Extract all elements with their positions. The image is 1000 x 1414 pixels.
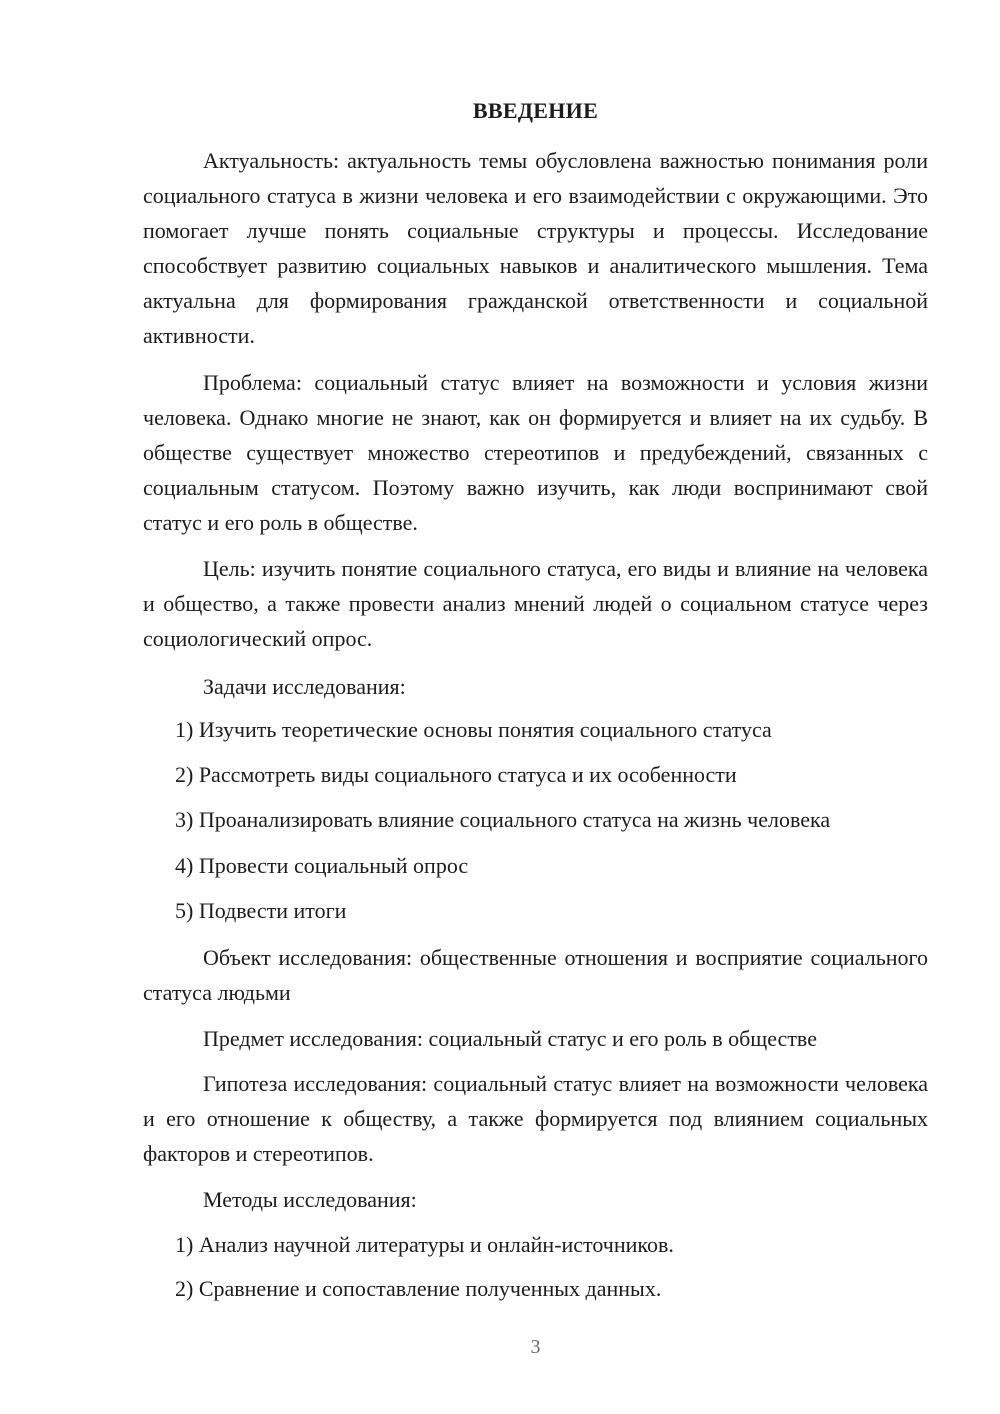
- section-title: ВВЕДЕНИЕ: [472, 98, 599, 123]
- paragraph-problem: Проблема: социальный статус влияет на возможности и условия жизни человека. Однако многие не знают, как он формируется и влияет на их судьбу. В обществе существует множество стереотипов и предубеждений, связанных с социальным статусом. Поэтому важно изучить, как люди воспринимают свой статус и его роль в обществе.: [143, 370, 928, 535]
- method-item-1: 1) Анализ научной литературы и онлайн-источников.: [175, 1232, 674, 1257]
- paragraph-hypothesis: Гипотеза исследования: социальный статус влияет на возможности человека и его отношение к обществу, а также формируется под влиянием социальных факторов и стереотипов.: [143, 1071, 928, 1166]
- paragraph-goal: Цель: изучить понятие социального статуса, его виды и влияние на человека и общество, а также провести анализ мнений людей о социальном статусе через социологический опрос.: [143, 556, 928, 651]
- methods-heading: Методы исследования:: [203, 1187, 417, 1212]
- page-number: 3: [530, 1336, 541, 1358]
- task-item-3: 3) Проанализировать влияние социального статуса на жизнь человека: [175, 807, 831, 832]
- paragraph-subject: Предмет исследования: социальный статус и его роль в обществе: [203, 1026, 817, 1051]
- task-item-1: 1) Изучить теоретические основы понятия социального статуса: [175, 717, 772, 742]
- task-item-2: 2) Рассмотреть виды социального статуса и их особенности: [175, 762, 737, 787]
- tasks-heading: Задачи исследования:: [203, 674, 406, 699]
- document-page: [143, 0, 928, 1414]
- task-item-5: 5) Подвести итоги: [175, 898, 347, 923]
- method-item-2: 2) Сравнение и сопоставление полученных данных.: [175, 1276, 662, 1301]
- task-item-4: 4) Провести социальный опрос: [175, 853, 469, 878]
- paragraph-object: Объект исследования: общественные отношения и восприятие социального статуса людьми: [143, 945, 928, 1005]
- paragraph-relevance: Актуальность: актуальность темы обусловлена важностью понимания роли социального статуса в жизни человека и его взаимодействии с окружающими. Это помогает лучше понять социальные структуры и процессы. Исследование способствует развитию социальных навыков и аналитического мышления. Тема актуальна для формирования гражданской ответственности и социальной активности.: [143, 148, 928, 348]
